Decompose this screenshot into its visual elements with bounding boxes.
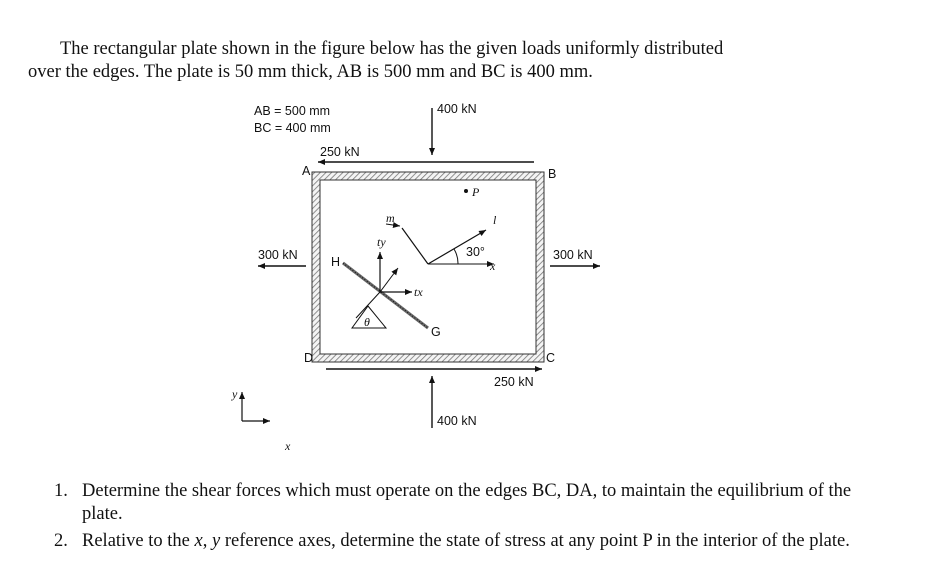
reference-axes bbox=[231, 387, 291, 453]
axis-x-small-label: x bbox=[490, 259, 496, 273]
dim-ab-label: AB = 500 mm bbox=[254, 104, 331, 118]
question-2 bbox=[54, 530, 854, 553]
left-load-label: 300 kN bbox=[258, 248, 298, 262]
label-tx: tx bbox=[414, 285, 423, 299]
corner-a-label: A bbox=[302, 164, 311, 178]
point-p-label: P bbox=[472, 185, 480, 199]
corner-b-label: B bbox=[548, 167, 557, 181]
corner-d-label: D bbox=[304, 351, 314, 365]
intro-line-2: over the edges. The plate is 50 mm thick, AB is 500 mm and BC is 400 mm. bbox=[28, 62, 593, 82]
top-load-label: 400 kN bbox=[437, 102, 477, 116]
dim-bc-label: BC = 400 mm bbox=[254, 121, 331, 135]
point-p-marker bbox=[464, 189, 468, 193]
question-number: 2. bbox=[54, 531, 68, 551]
axis-y-label: y bbox=[232, 387, 238, 401]
right-load-label: 300 kN bbox=[553, 248, 593, 262]
label-ty: ty bbox=[377, 235, 386, 249]
q2-mid1: , bbox=[202, 531, 212, 551]
q2-pre: Relative to the bbox=[82, 531, 195, 551]
point-h-label: H bbox=[331, 255, 341, 269]
q2-mid2: reference axes, determine the state of stress at any point P in the interior of the plate. bbox=[220, 531, 850, 551]
question-1 bbox=[54, 480, 854, 526]
bottom-load-label: 400 kN bbox=[437, 414, 477, 428]
question-number: 1. bbox=[54, 481, 68, 501]
right-edge-load bbox=[550, 248, 600, 266]
q2-var-x: x bbox=[194, 531, 203, 551]
bottom-point-load bbox=[432, 376, 477, 428]
top-edge-shear bbox=[318, 145, 534, 162]
question-text: Determine the shear forces which must operate on the edges BC, DA, to maintain the equilibrium of the plate. bbox=[82, 481, 852, 524]
axis-x-label: x bbox=[285, 439, 291, 453]
top-edge-load-label: 250 kN bbox=[320, 145, 360, 159]
top-point-load bbox=[432, 102, 477, 155]
left-edge-load bbox=[258, 248, 306, 266]
intro-line-1: The rectangular plate shown in the figure below has the given loads uniformly distributed bbox=[60, 39, 724, 59]
label-l: l bbox=[493, 213, 497, 227]
question-text bbox=[82, 530, 854, 553]
angle-theta-label: θ bbox=[364, 315, 370, 329]
bottom-edge-load-label: 250 kN bbox=[494, 375, 534, 389]
bottom-edge-shear bbox=[326, 369, 542, 389]
angle-30-label: 30° bbox=[466, 245, 485, 259]
point-g-label: G bbox=[431, 325, 441, 339]
label-m: m bbox=[386, 211, 395, 225]
corner-c-label: C bbox=[546, 351, 556, 365]
question-list bbox=[54, 480, 854, 557]
q2-var-y: y bbox=[211, 531, 221, 551]
